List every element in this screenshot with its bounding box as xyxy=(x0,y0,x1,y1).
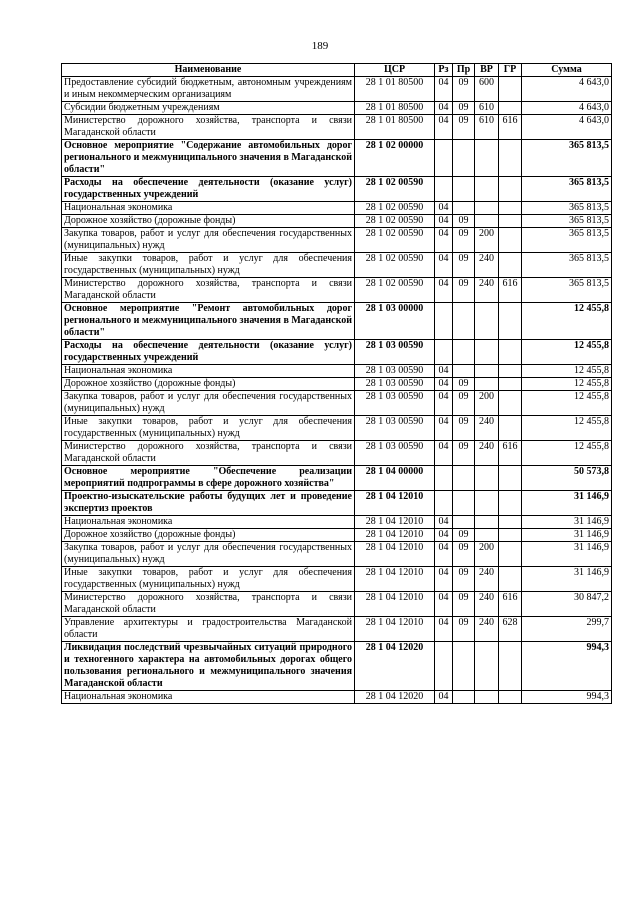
table-row xyxy=(62,140,612,177)
cell-rz: 04 xyxy=(435,115,453,140)
cell-rz: 04 xyxy=(435,592,453,617)
cell-csr: 28 1 01 80500 xyxy=(355,102,435,115)
cell-gr: 616 xyxy=(499,592,522,617)
cell-gr: 616 xyxy=(499,278,522,303)
cell-rz: 04 xyxy=(435,567,453,592)
cell-vr xyxy=(475,642,499,691)
table-row xyxy=(62,177,612,202)
cell-name: Ликвидация последствий чрезвычайных ситуаций природного и техногенного характера на автомобильных дорогах общего пользования регионального и межмуниципального значения Магаданской области xyxy=(62,642,355,691)
page-number: 189 xyxy=(311,40,329,52)
column-header-sum: Сумма xyxy=(522,64,612,77)
cell-pr xyxy=(453,177,475,202)
cell-gr xyxy=(499,253,522,278)
cell-pr: 09 xyxy=(453,592,475,617)
cell-pr xyxy=(453,642,475,691)
cell-vr xyxy=(475,365,499,378)
cell-rz xyxy=(435,177,453,202)
cell-pr xyxy=(453,365,475,378)
cell-gr xyxy=(499,202,522,215)
cell-gr xyxy=(499,691,522,704)
cell-sum: 12 455,8 xyxy=(522,365,612,378)
cell-sum: 31 146,9 xyxy=(522,529,612,542)
cell-name: Министерство дорожного хозяйства, транспорта и связи Магаданской области xyxy=(62,278,355,303)
cell-vr xyxy=(475,529,499,542)
cell-csr: 28 1 03 00590 xyxy=(355,441,435,466)
cell-sum: 31 146,9 xyxy=(522,542,612,567)
cell-rz: 04 xyxy=(435,253,453,278)
cell-gr xyxy=(499,177,522,202)
cell-csr: 28 1 03 00590 xyxy=(355,378,435,391)
cell-csr: 28 1 03 00590 xyxy=(355,340,435,365)
cell-name: Дорожное хозяйство (дорожные фонды) xyxy=(62,529,355,542)
cell-name: Основное мероприятие "Обеспечение реализации мероприятий подпрограммы в сфере дорожного хозяйства" xyxy=(62,466,355,491)
cell-vr: 240 xyxy=(475,278,499,303)
table-row xyxy=(62,253,612,278)
table-row xyxy=(62,303,612,340)
cell-rz xyxy=(435,466,453,491)
cell-name: Иные закупки товаров, работ и услуг для обеспечения государственных (муниципальных) нужд xyxy=(62,253,355,278)
cell-pr: 09 xyxy=(453,529,475,542)
cell-name: Расходы на обеспечение деятельности (оказание услуг) государственных учреждений xyxy=(62,177,355,202)
cell-csr: 28 1 01 80500 xyxy=(355,115,435,140)
cell-vr xyxy=(475,491,499,516)
table-row xyxy=(62,416,612,441)
cell-gr: 616 xyxy=(499,115,522,140)
table-header-row xyxy=(62,64,612,77)
cell-sum: 4 643,0 xyxy=(522,115,612,140)
cell-gr xyxy=(499,529,522,542)
cell-sum: 12 455,8 xyxy=(522,441,612,466)
table-row xyxy=(62,115,612,140)
cell-name: Национальная экономика xyxy=(62,691,355,704)
cell-name: Закупка товаров, работ и услуг для обеспечения государственных (муниципальных) нужд xyxy=(62,391,355,416)
cell-pr: 09 xyxy=(453,441,475,466)
table-row xyxy=(62,617,612,642)
cell-csr: 28 1 02 00000 xyxy=(355,140,435,177)
cell-csr: 28 1 04 00000 xyxy=(355,466,435,491)
cell-name: Основное мероприятие "Ремонт автомобильных дорог регионального и межмуниципального значения в Магаданской области" xyxy=(62,303,355,340)
table-row xyxy=(62,691,612,704)
cell-pr: 09 xyxy=(453,77,475,102)
cell-vr: 240 xyxy=(475,441,499,466)
cell-rz: 04 xyxy=(435,542,453,567)
cell-rz: 04 xyxy=(435,102,453,115)
cell-csr: 28 1 02 00590 xyxy=(355,228,435,253)
cell-pr: 09 xyxy=(453,102,475,115)
cell-vr xyxy=(475,466,499,491)
cell-name: Министерство дорожного хозяйства, транспорта и связи Магаданской области xyxy=(62,115,355,140)
cell-sum: 994,3 xyxy=(522,642,612,691)
cell-name: Субсидии бюджетным учреждениям xyxy=(62,102,355,115)
cell-rz xyxy=(435,642,453,691)
cell-csr: 28 1 04 12010 xyxy=(355,491,435,516)
cell-sum: 365 813,5 xyxy=(522,228,612,253)
cell-vr xyxy=(475,215,499,228)
cell-name: Министерство дорожного хозяйства, транспорта и связи Магаданской области xyxy=(62,592,355,617)
table-row xyxy=(62,642,612,691)
cell-rz: 04 xyxy=(435,441,453,466)
cell-gr: 616 xyxy=(499,441,522,466)
cell-gr xyxy=(499,215,522,228)
cell-sum: 12 455,8 xyxy=(522,391,612,416)
cell-pr xyxy=(453,491,475,516)
cell-vr: 240 xyxy=(475,416,499,441)
cell-vr: 610 xyxy=(475,102,499,115)
cell-rz xyxy=(435,491,453,516)
cell-csr: 28 1 04 12020 xyxy=(355,691,435,704)
cell-sum: 365 813,5 xyxy=(522,278,612,303)
table-row xyxy=(62,441,612,466)
cell-gr xyxy=(499,140,522,177)
column-header-vr: ВР xyxy=(475,64,499,77)
cell-name: Министерство дорожного хозяйства, транспорта и связи Магаданской области xyxy=(62,441,355,466)
cell-csr: 28 1 03 00590 xyxy=(355,416,435,441)
cell-sum: 12 455,8 xyxy=(522,378,612,391)
cell-pr: 09 xyxy=(453,416,475,441)
cell-gr xyxy=(499,491,522,516)
cell-rz: 04 xyxy=(435,228,453,253)
table-row xyxy=(62,77,612,102)
cell-rz: 04 xyxy=(435,617,453,642)
cell-pr: 09 xyxy=(453,542,475,567)
cell-gr xyxy=(499,228,522,253)
table-row xyxy=(62,542,612,567)
cell-rz: 04 xyxy=(435,378,453,391)
table-row xyxy=(62,215,612,228)
cell-sum: 31 146,9 xyxy=(522,516,612,529)
cell-sum: 4 643,0 xyxy=(522,77,612,102)
cell-vr: 610 xyxy=(475,115,499,140)
cell-vr xyxy=(475,202,499,215)
cell-sum: 31 146,9 xyxy=(522,491,612,516)
cell-sum: 994,3 xyxy=(522,691,612,704)
cell-pr xyxy=(453,202,475,215)
cell-sum: 12 455,8 xyxy=(522,303,612,340)
cell-csr: 28 1 03 00590 xyxy=(355,391,435,416)
table-row xyxy=(62,278,612,303)
cell-name: Национальная экономика xyxy=(62,516,355,529)
cell-rz: 04 xyxy=(435,202,453,215)
cell-csr: 28 1 02 00590 xyxy=(355,202,435,215)
cell-pr: 09 xyxy=(453,391,475,416)
cell-gr xyxy=(499,365,522,378)
cell-name: Расходы на обеспечение деятельности (оказание услуг) государственных учреждений xyxy=(62,340,355,365)
cell-vr: 200 xyxy=(475,391,499,416)
cell-rz: 04 xyxy=(435,77,453,102)
cell-sum: 365 813,5 xyxy=(522,140,612,177)
column-header-rz: Рз xyxy=(435,64,453,77)
cell-sum: 31 146,9 xyxy=(522,567,612,592)
cell-pr xyxy=(453,466,475,491)
cell-rz: 04 xyxy=(435,529,453,542)
cell-sum: 299,7 xyxy=(522,617,612,642)
cell-gr: 628 xyxy=(499,617,522,642)
table-row xyxy=(62,466,612,491)
cell-vr: 240 xyxy=(475,567,499,592)
table-row xyxy=(62,202,612,215)
table-row xyxy=(62,567,612,592)
cell-name: Предоставление субсидий бюджетным, автономным учреждениям и иным некоммерческим организациям xyxy=(62,77,355,102)
cell-vr xyxy=(475,691,499,704)
cell-sum: 365 813,5 xyxy=(522,177,612,202)
table-row xyxy=(62,529,612,542)
cell-rz: 04 xyxy=(435,516,453,529)
cell-csr: 28 1 04 12010 xyxy=(355,542,435,567)
cell-pr xyxy=(453,140,475,177)
cell-sum: 50 573,8 xyxy=(522,466,612,491)
cell-vr: 600 xyxy=(475,77,499,102)
table-row xyxy=(62,391,612,416)
table-row xyxy=(62,340,612,365)
cell-pr: 09 xyxy=(453,278,475,303)
cell-csr: 28 1 04 12010 xyxy=(355,592,435,617)
cell-gr xyxy=(499,416,522,441)
cell-vr: 240 xyxy=(475,253,499,278)
cell-rz xyxy=(435,303,453,340)
cell-pr: 09 xyxy=(453,378,475,391)
table-row xyxy=(62,102,612,115)
cell-sum: 365 813,5 xyxy=(522,253,612,278)
cell-rz: 04 xyxy=(435,416,453,441)
cell-name: Закупка товаров, работ и услуг для обеспечения государственных (муниципальных) нужд xyxy=(62,542,355,567)
cell-pr xyxy=(453,691,475,704)
cell-name: Национальная экономика xyxy=(62,202,355,215)
cell-rz: 04 xyxy=(435,365,453,378)
cell-sum: 4 643,0 xyxy=(522,102,612,115)
table-row xyxy=(62,592,612,617)
cell-csr: 28 1 04 12010 xyxy=(355,617,435,642)
cell-csr: 28 1 04 12020 xyxy=(355,642,435,691)
cell-vr: 200 xyxy=(475,228,499,253)
cell-gr xyxy=(499,542,522,567)
column-header-pr: Пр xyxy=(453,64,475,77)
table-row xyxy=(62,378,612,391)
cell-pr: 09 xyxy=(453,617,475,642)
cell-sum: 365 813,5 xyxy=(522,215,612,228)
cell-vr: 240 xyxy=(475,592,499,617)
cell-vr xyxy=(475,340,499,365)
column-header-csr: ЦСР xyxy=(355,64,435,77)
cell-pr xyxy=(453,303,475,340)
cell-sum: 30 847,2 xyxy=(522,592,612,617)
cell-sum: 12 455,8 xyxy=(522,340,612,365)
cell-vr xyxy=(475,516,499,529)
cell-rz: 04 xyxy=(435,215,453,228)
table-row xyxy=(62,228,612,253)
cell-vr xyxy=(475,303,499,340)
cell-csr: 28 1 01 80500 xyxy=(355,77,435,102)
cell-vr xyxy=(475,177,499,202)
cell-name: Национальная экономика xyxy=(62,365,355,378)
cell-pr: 09 xyxy=(453,567,475,592)
cell-rz: 04 xyxy=(435,391,453,416)
cell-csr: 28 1 02 00590 xyxy=(355,253,435,278)
cell-csr: 28 1 02 00590 xyxy=(355,177,435,202)
cell-rz: 04 xyxy=(435,691,453,704)
table-row xyxy=(62,491,612,516)
cell-gr xyxy=(499,303,522,340)
cell-csr: 28 1 04 12010 xyxy=(355,529,435,542)
cell-csr: 28 1 02 00590 xyxy=(355,215,435,228)
cell-name: Иные закупки товаров, работ и услуг для обеспечения государственных (муниципальных) нужд xyxy=(62,567,355,592)
cell-sum: 365 813,5 xyxy=(522,202,612,215)
cell-gr xyxy=(499,516,522,529)
cell-name: Иные закупки товаров, работ и услуг для обеспечения государственных (муниципальных) нужд xyxy=(62,416,355,441)
cell-name: Закупка товаров, работ и услуг для обеспечения государственных (муниципальных) нужд xyxy=(62,228,355,253)
cell-gr xyxy=(499,391,522,416)
table-body xyxy=(62,77,612,704)
cell-pr: 09 xyxy=(453,228,475,253)
cell-pr: 09 xyxy=(453,115,475,140)
cell-rz xyxy=(435,340,453,365)
cell-gr xyxy=(499,378,522,391)
cell-csr: 28 1 03 00590 xyxy=(355,365,435,378)
table-row xyxy=(62,516,612,529)
cell-csr: 28 1 02 00590 xyxy=(355,278,435,303)
cell-name: Проектно-изыскательские работы будущих лет и проведение экспертиз проектов xyxy=(62,491,355,516)
cell-name: Дорожное хозяйство (дорожные фонды) xyxy=(62,215,355,228)
column-header-name: Наименование xyxy=(62,64,355,77)
cell-gr xyxy=(499,567,522,592)
column-header-gr: ГР xyxy=(499,64,522,77)
cell-rz xyxy=(435,140,453,177)
cell-vr: 240 xyxy=(475,617,499,642)
cell-name: Дорожное хозяйство (дорожные фонды) xyxy=(62,378,355,391)
cell-vr: 200 xyxy=(475,542,499,567)
cell-csr: 28 1 03 00000 xyxy=(355,303,435,340)
cell-csr: 28 1 04 12010 xyxy=(355,567,435,592)
cell-gr xyxy=(499,77,522,102)
cell-rz: 04 xyxy=(435,278,453,303)
cell-pr: 09 xyxy=(453,253,475,278)
budget-table xyxy=(61,63,612,704)
cell-gr xyxy=(499,340,522,365)
cell-vr xyxy=(475,378,499,391)
cell-name: Основное мероприятие "Содержание автомобильных дорог регионального и межмуниципального значения в Магаданской области" xyxy=(62,140,355,177)
cell-pr xyxy=(453,340,475,365)
cell-gr xyxy=(499,466,522,491)
cell-gr xyxy=(499,102,522,115)
cell-name: Управление архитектуры и градостроительства Магаданской области xyxy=(62,617,355,642)
cell-vr xyxy=(475,140,499,177)
cell-pr: 09 xyxy=(453,215,475,228)
table-row xyxy=(62,365,612,378)
cell-sum: 12 455,8 xyxy=(522,416,612,441)
cell-pr xyxy=(453,516,475,529)
cell-csr: 28 1 04 12010 xyxy=(355,516,435,529)
cell-gr xyxy=(499,642,522,691)
